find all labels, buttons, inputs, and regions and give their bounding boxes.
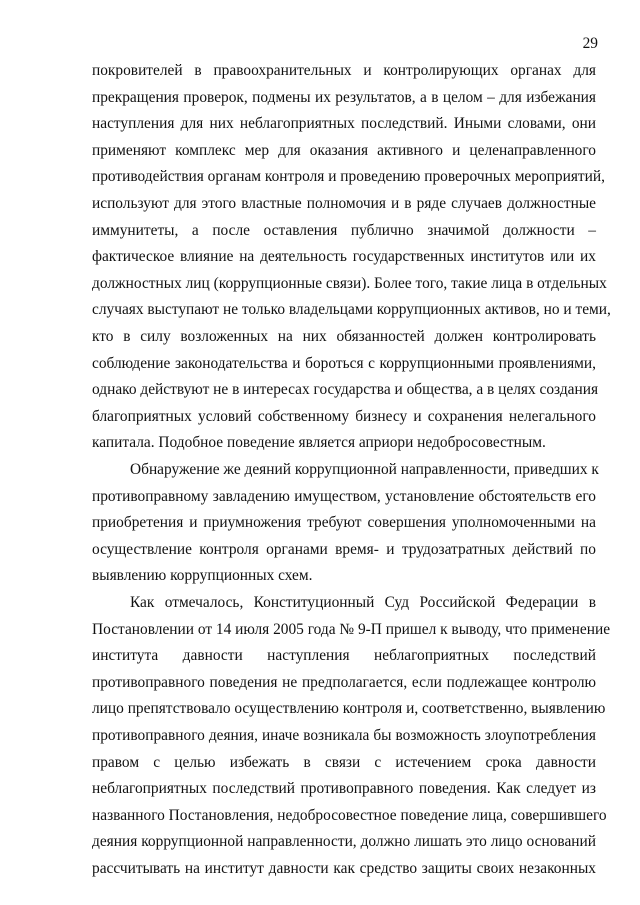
text-line: рассчитывать на институт давности как средство защиты своих незаконных bbox=[92, 860, 596, 877]
text-line: фактическое влияние на деятельность государственных институтов или их bbox=[92, 248, 596, 266]
text-line: капитала. Подобное поведение является априори недобросовестным. bbox=[92, 434, 546, 452]
text-line: противоправного поведения не предполагается, если подлежащее контролю bbox=[92, 673, 596, 691]
text-line: Обнаружение же деяний коррупционной направленности, приведших к bbox=[130, 461, 599, 478]
text-line: благоприятных условий собственному бизнесу и сохранения нелегального bbox=[92, 407, 596, 425]
text-line: должностных лиц (коррупционные связи). Более того, такие лица в отдельных bbox=[92, 274, 607, 292]
text-line: наступления для них неблагоприятных последствий. Иными словами, они bbox=[92, 115, 596, 133]
text-line: соблюдение законодательства и бороться с коррупционными проявлениями, bbox=[92, 354, 596, 372]
text-line: однако действуют не в интересах государства и общества, а в целях создания bbox=[92, 381, 599, 399]
text-line: деяния коррупционной направленности, должно лишать это лицо оснований bbox=[92, 833, 596, 851]
text-line: неблагоприятных последствий противоправного поведения. Как следует из bbox=[92, 780, 596, 798]
text-line: выявлению коррупционных схем. bbox=[92, 567, 313, 585]
text-line: случаях выступают не только владельцами коррупционных активов, но и теми, bbox=[92, 301, 611, 319]
text-line: Как отмечалось, Конституционный Суд Российской Федерации в bbox=[130, 594, 596, 611]
page-number: 29 bbox=[582, 35, 598, 52]
text-line: противодействия органам контроля и проведению проверочных мероприятий, bbox=[92, 168, 605, 186]
text-line: покровителей в правоохранительных и контролирующих органах для bbox=[92, 62, 596, 79]
text-line: противоправному завладению имуществом, установление обстоятельств его bbox=[92, 487, 596, 505]
text-line: осуществление контроля органами время- и трудозатратных действий по bbox=[92, 540, 596, 558]
text-line: Постановлении от 14 июля 2005 года № 9-П пришел к выводу, что применение bbox=[92, 620, 611, 638]
text-line: приобретения и приумножения требуют совершения уполномоченными на bbox=[92, 514, 596, 532]
text-line: прекращения проверок, подмены их результатов, а в целом – для избежания bbox=[92, 88, 596, 106]
text-line: кто в силу возложенных на них обязанностей должен контролировать bbox=[92, 328, 596, 345]
text-line: правом с целью избежать в связи с истечением срока давности bbox=[92, 753, 596, 771]
text-line: применяют комплекс мер для оказания активного и целенаправленного bbox=[92, 141, 596, 159]
text-line: лицо препятствовало осуществлению контроля и, соответственно, выявлению bbox=[92, 700, 606, 718]
text-line: института давности наступления неблагоприятных последствий bbox=[92, 647, 596, 665]
text-line: противоправного деяния, иначе возникала бы возможность злоупотребления bbox=[92, 727, 596, 744]
text-line: используют для этого властные полномочия и в ряде случаев должностные bbox=[92, 195, 596, 212]
text-line: иммунитеты, а после оставления публично значимой должности – bbox=[92, 221, 596, 239]
text-line: названного Постановления, недобросовестное поведение лица, совершившего bbox=[92, 806, 607, 824]
